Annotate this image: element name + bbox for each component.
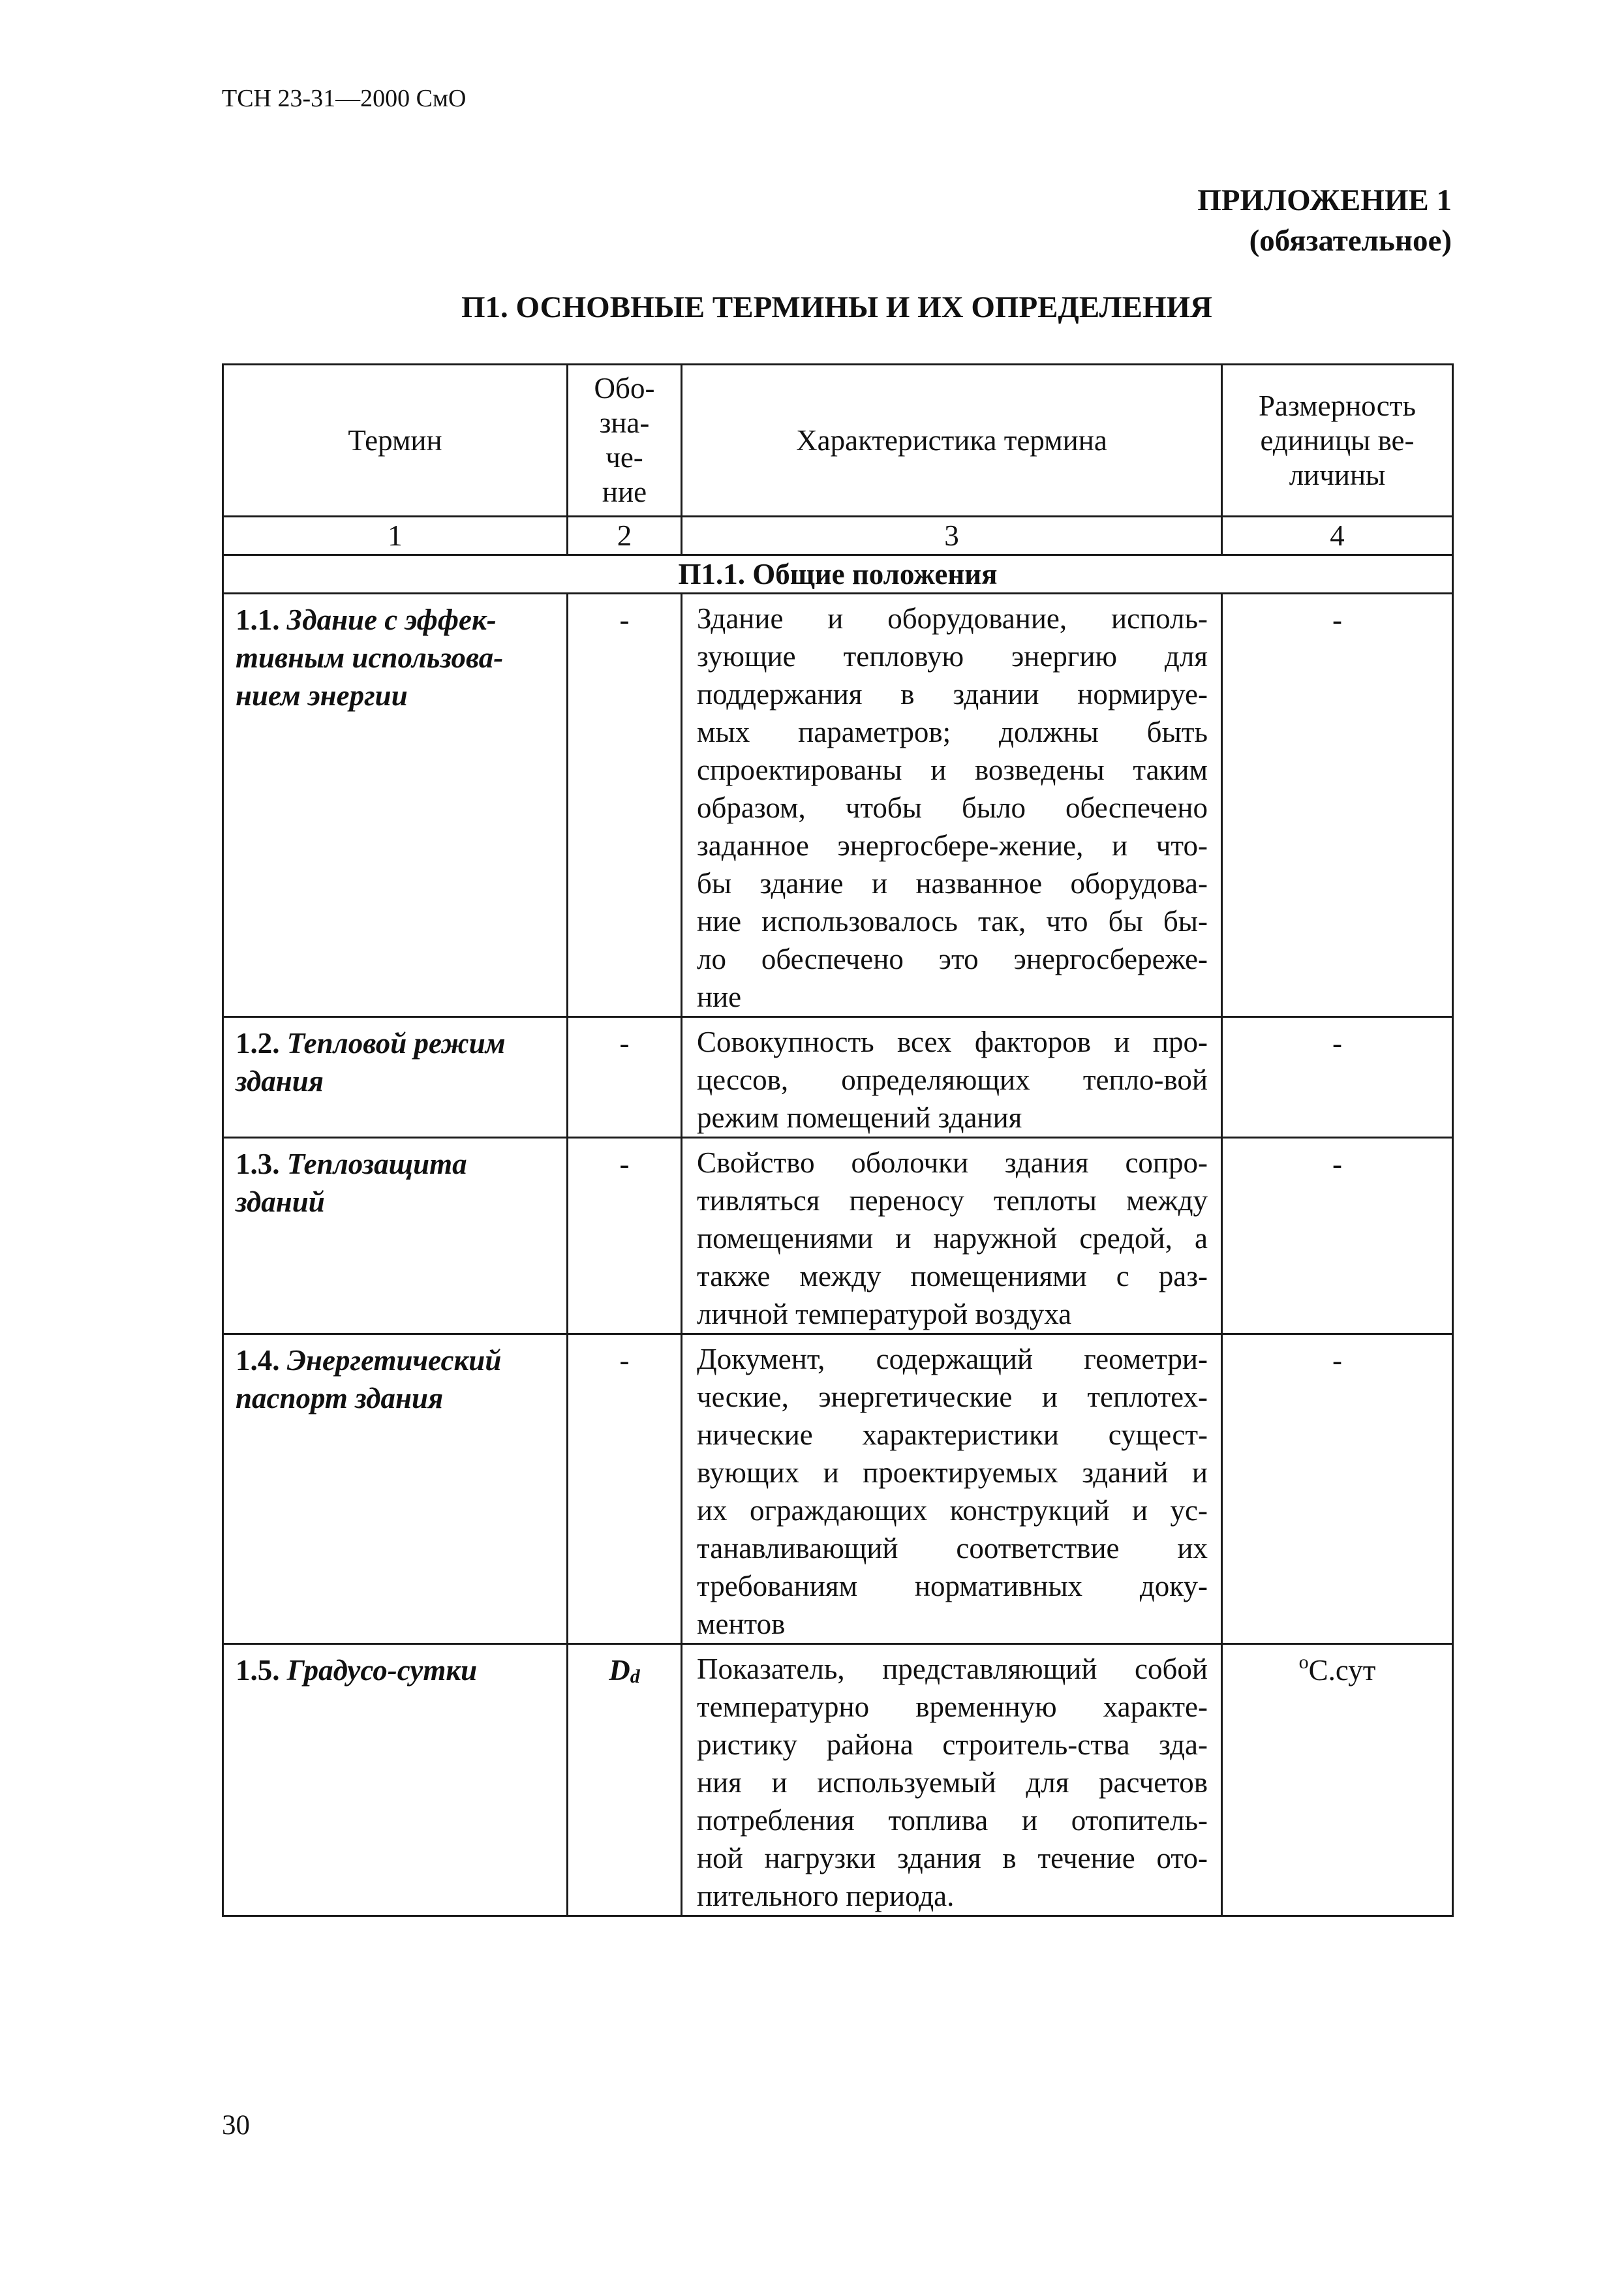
symbol-subscript: d xyxy=(630,1666,640,1687)
description-line: также между помещениями с раз- xyxy=(697,1260,1208,1292)
header-description: Характеристика термина xyxy=(682,365,1222,517)
unit-value: С.сут xyxy=(1308,1654,1376,1687)
appendix-subtitle: (обязательное) xyxy=(1249,224,1452,258)
table-row xyxy=(223,1334,1453,1644)
term-line xyxy=(236,639,555,677)
description-line: ной нагрузки здания в течение ото- xyxy=(697,1842,1208,1874)
term-cell xyxy=(223,1017,568,1138)
term-name: нием энергии xyxy=(236,679,408,712)
term-line xyxy=(236,1651,555,1689)
description-line: вующих и проектируемых зданий и xyxy=(697,1456,1208,1489)
term-line xyxy=(236,1183,555,1221)
symbol-cell xyxy=(568,1138,682,1334)
header-unit-line: Размерность xyxy=(1259,389,1416,422)
description-line: спроектированы и возведены таким xyxy=(697,754,1208,786)
symbol-cell xyxy=(568,594,682,1017)
term-name: Здание с эффек- xyxy=(279,604,497,636)
terms-table xyxy=(222,363,1454,1917)
unit-cell xyxy=(1222,1644,1453,1916)
term-line xyxy=(236,1341,555,1379)
header-unit-line: личины xyxy=(1289,458,1386,491)
symbol-main: D xyxy=(609,1654,630,1687)
description-line: зующие тепловую энергию для xyxy=(697,640,1208,673)
section-heading: П1.1. Общие положения xyxy=(223,555,1453,594)
description-cell xyxy=(682,1017,1222,1138)
document-code: ТСН 23-31—2000 СмО xyxy=(222,85,467,112)
column-number: 2 xyxy=(568,517,682,555)
unit-superscript: o xyxy=(1298,1651,1309,1673)
term-name: тивным использова- xyxy=(236,641,504,674)
unit-value: - xyxy=(1332,1027,1342,1060)
description-line: Совокупность всех факторов и про- xyxy=(697,1026,1208,1058)
description-line: Здание и оборудование, исполь- xyxy=(697,602,1208,635)
unit-cell xyxy=(1222,1334,1453,1644)
header-unit xyxy=(1222,365,1453,517)
term-line xyxy=(236,1024,555,1062)
appendix-title: ПРИЛОЖЕНИЕ 1 xyxy=(1197,183,1452,217)
description-line: ло обеспечено это энергосбереже- xyxy=(697,943,1208,975)
symbol-cell xyxy=(568,1017,682,1138)
term-line xyxy=(236,601,555,639)
description-line: танавливающий соответствие их xyxy=(697,1532,1208,1565)
column-number: 1 xyxy=(223,517,568,555)
description-line: Документ, содержащий геометри- xyxy=(697,1343,1208,1375)
term-number: 1.3. xyxy=(236,1148,280,1180)
term-name: Тепловой режим xyxy=(279,1027,506,1060)
description-line: мых параметров; должны быть xyxy=(697,716,1208,748)
description-line: личной температурой воздуха xyxy=(697,1298,1072,1330)
term-number: 1.1. xyxy=(236,604,280,636)
description-line: поддержания в здании нормируе- xyxy=(697,678,1208,711)
description-line: пительного периода. xyxy=(697,1880,955,1912)
header-symbol-line: Обо- xyxy=(594,372,655,405)
table-row xyxy=(223,594,1453,1017)
term-line xyxy=(236,1379,555,1417)
term-cell xyxy=(223,594,568,1017)
symbol-value: - xyxy=(619,1027,630,1060)
description-line: ние xyxy=(697,981,742,1013)
unit-value: - xyxy=(1332,1148,1342,1180)
term-number: 1.4. xyxy=(236,1344,280,1377)
description-cell xyxy=(682,1644,1222,1916)
description-line: ментов xyxy=(697,1608,786,1640)
term-number: 1.2. xyxy=(236,1027,280,1060)
description-line: Показатель, представляющий собой xyxy=(697,1653,1208,1685)
description-cell xyxy=(682,594,1222,1017)
section-title: П1. ОСНОВНЫЕ ТЕРМИНЫ И ИХ ОПРЕДЕЛЕНИЯ xyxy=(461,290,1213,324)
description-line: бы здание и названное оборудова- xyxy=(697,867,1208,900)
symbol-value: - xyxy=(619,1344,630,1377)
description-line: нические характеристики сущест- xyxy=(697,1418,1208,1451)
symbol-cell xyxy=(568,1644,682,1916)
header-term: Термин xyxy=(223,365,568,517)
section-heading-row xyxy=(223,555,1453,594)
unit-cell xyxy=(1222,1017,1453,1138)
header-symbol-line: зна- xyxy=(599,406,650,439)
term-cell xyxy=(223,1644,568,1916)
column-numbers-row xyxy=(223,517,1453,555)
description-line: тивляться переносу теплоты между xyxy=(697,1184,1208,1217)
unit-cell xyxy=(1222,1138,1453,1334)
description-line: ния и используемый для расчетов xyxy=(697,1766,1208,1799)
header-symbol xyxy=(568,365,682,517)
unit-cell xyxy=(1222,594,1453,1017)
column-number: 4 xyxy=(1222,517,1453,555)
description-line: Свойство оболочки здания сопро- xyxy=(697,1146,1208,1179)
table-body xyxy=(223,594,1453,1916)
term-name: Энергетический xyxy=(279,1344,502,1377)
term-name: здания xyxy=(236,1065,324,1097)
header-symbol-line: ние xyxy=(602,476,647,508)
term-name: паспорт здания xyxy=(236,1382,444,1414)
symbol-value: - xyxy=(619,1148,630,1180)
table-row xyxy=(223,1017,1453,1138)
term-name: зданий xyxy=(236,1185,325,1218)
term-line xyxy=(236,1062,555,1100)
term-number: 1.5. xyxy=(236,1654,280,1687)
description-cell xyxy=(682,1138,1222,1334)
description-cell xyxy=(682,1334,1222,1644)
description-line: требованиям нормативных доку- xyxy=(697,1570,1208,1602)
term-line xyxy=(236,1145,555,1183)
description-line: ние использовалось так, что бы бы- xyxy=(697,905,1208,938)
unit-value: - xyxy=(1332,1344,1342,1377)
description-line: образом, чтобы было обеспечено xyxy=(697,791,1208,824)
description-line: помещениями и наружной средой, а xyxy=(697,1222,1208,1255)
term-name: Градусо-сутки xyxy=(279,1654,478,1687)
description-line: их ограждающих конструкций и ус- xyxy=(697,1494,1208,1527)
unit-value: - xyxy=(1332,604,1342,636)
appendix-heading xyxy=(1197,180,1452,261)
term-cell xyxy=(223,1138,568,1334)
description-line: потребления топлива и отопитель- xyxy=(697,1804,1208,1837)
description-line: режим помещений здания xyxy=(697,1101,1022,1134)
term-name: Теплозащита xyxy=(279,1148,467,1180)
description-line: цессов, определяющих тепло-вой xyxy=(697,1063,1208,1096)
description-line: ристику района строитель-ства зда- xyxy=(697,1728,1208,1761)
column-number: 3 xyxy=(682,517,1222,555)
table-row xyxy=(223,1138,1453,1334)
description-line: температурно временную характе- xyxy=(697,1690,1208,1723)
table-row xyxy=(223,1644,1453,1916)
header-unit-line: единицы ве- xyxy=(1260,423,1415,457)
description-line: ческие, энергетические и теплотех- xyxy=(697,1381,1208,1413)
symbol-cell xyxy=(568,1334,682,1644)
symbol-value: - xyxy=(619,604,630,636)
header-symbol-line: че- xyxy=(605,441,643,474)
term-cell xyxy=(223,1334,568,1644)
page-number: 30 xyxy=(222,2110,250,2141)
description-line: заданное энергосбере-жение, и что- xyxy=(697,829,1208,862)
term-line xyxy=(236,677,555,714)
table-header-row xyxy=(223,365,1453,517)
